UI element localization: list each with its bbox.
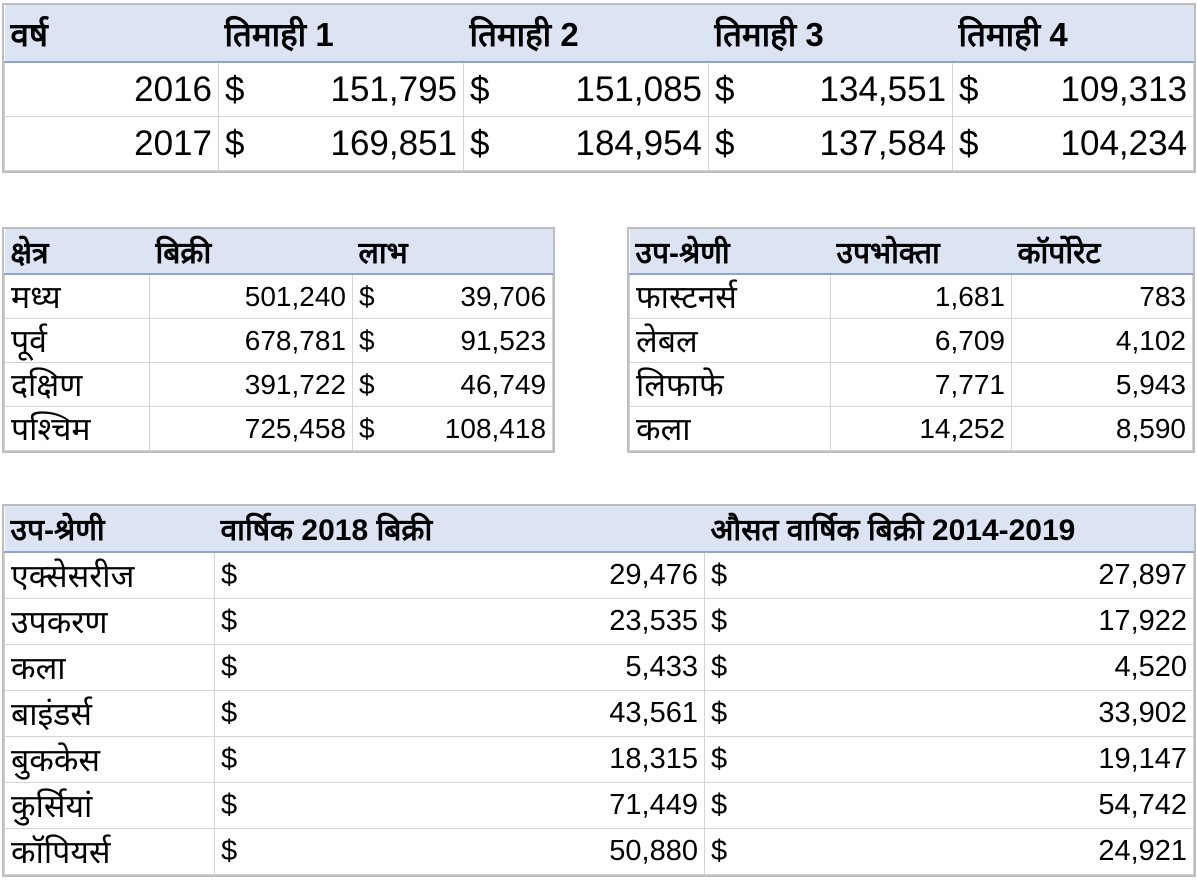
corporate-cell: 8,590 [1012, 407, 1193, 451]
currency-symbol: $ [953, 117, 1001, 171]
consumer-cell: 14,252 [831, 407, 1012, 451]
header-sales-2018: वार्षिक 2018 बिक्री [215, 506, 705, 552]
q3-value: 134,551 [757, 62, 953, 117]
header-row [630, 229, 1193, 274]
header-row [5, 229, 553, 274]
corporate-cell: 4,102 [1012, 319, 1193, 363]
header-q3: तिमाही 3 [709, 5, 953, 62]
profit-cell: 108,418 [405, 407, 553, 451]
header-q2: तिमाही 2 [464, 5, 709, 62]
currency-symbol: $ [215, 552, 263, 599]
year-cell: 2016 [5, 62, 219, 117]
corporate-cell: 783 [1012, 274, 1193, 319]
consumer-cell: 6,709 [831, 319, 1012, 363]
quarterly-sales-table [4, 5, 1194, 171]
currency-symbol: $ [705, 783, 753, 829]
avg-sales-cell: 33,902 [753, 691, 1194, 737]
currency-symbol: $ [705, 599, 753, 645]
corporate-cell: 5,943 [1012, 363, 1193, 407]
table-row [630, 274, 1193, 319]
subcategory-cell: लिफाफे [630, 363, 831, 407]
header-profit: लाभ [353, 229, 553, 274]
table-row [5, 783, 1194, 829]
subcategory-cell: उपकरण [5, 599, 215, 645]
header-year: वर्ष [5, 5, 219, 62]
table-row [5, 552, 1194, 599]
consumer-cell: 1,681 [831, 274, 1012, 319]
table-row [5, 691, 1194, 737]
table-row [5, 645, 1194, 691]
subcategory-cell: कला [630, 407, 831, 451]
currency-symbol: $ [219, 117, 267, 171]
table-row [5, 737, 1194, 783]
table-row [5, 829, 1194, 875]
currency-symbol: $ [705, 691, 753, 737]
sales-cell: 678,781 [150, 319, 353, 363]
table-row [5, 407, 553, 451]
sales-cell: 391,722 [150, 363, 353, 407]
currency-symbol: $ [464, 117, 512, 171]
header-row [5, 5, 1194, 62]
currency-symbol: $ [353, 319, 405, 363]
currency-symbol: $ [953, 62, 1001, 117]
currency-symbol: $ [353, 274, 405, 319]
subcategory-cell: फास्टनर्स [630, 274, 831, 319]
q4-value: 109,313 [1001, 62, 1194, 117]
subcategory-cell: लेबल [630, 319, 831, 363]
subcategory-segment-table [629, 229, 1193, 451]
sales-2018-cell: 23,535 [263, 599, 705, 645]
currency-symbol: $ [215, 829, 263, 875]
table-row [5, 363, 553, 407]
subcategory-cell: एक्सेसरीज [5, 552, 215, 599]
table-row [5, 599, 1194, 645]
subcategory-cell: कॉपियर्स [5, 829, 215, 875]
sales-2018-cell: 71,449 [263, 783, 705, 829]
table-row [5, 274, 553, 319]
subcategory-cell: बुककेस [5, 737, 215, 783]
currency-symbol: $ [353, 407, 405, 451]
sales-2018-cell: 50,880 [263, 829, 705, 875]
sales-2018-cell: 18,315 [263, 737, 705, 783]
header-avg-sales: औसत वार्षिक बिक्री 2014-2019 [705, 506, 1194, 552]
q2-value: 151,085 [512, 62, 709, 117]
sales-cell: 501,240 [150, 274, 353, 319]
header-sales: बिक्री [150, 229, 353, 274]
header-q1: तिमाही 1 [219, 5, 464, 62]
currency-symbol: $ [705, 737, 753, 783]
q1-value: 151,795 [267, 62, 464, 117]
currency-symbol: $ [215, 783, 263, 829]
year-cell: 2017 [5, 117, 219, 171]
table-row [5, 62, 1194, 117]
currency-symbol: $ [219, 62, 267, 117]
profit-cell: 91,523 [405, 319, 553, 363]
table-row [5, 319, 553, 363]
avg-sales-cell: 54,742 [753, 783, 1194, 829]
sales-2018-cell: 29,476 [263, 552, 705, 599]
annual-sales-table [4, 506, 1194, 875]
header-row [5, 506, 1194, 552]
currency-symbol: $ [464, 62, 512, 117]
header-corporate: कॉर्पोरेट [1012, 229, 1193, 274]
subcategory-cell: कुर्सियां [5, 783, 215, 829]
sales-2018-cell: 5,433 [263, 645, 705, 691]
header-subcategory: उप-श्रेणी [630, 229, 831, 274]
q1-value: 169,851 [267, 117, 464, 171]
currency-symbol: $ [215, 599, 263, 645]
avg-sales-cell: 19,147 [753, 737, 1194, 783]
profit-cell: 46,749 [405, 363, 553, 407]
table-row [5, 117, 1194, 171]
currency-symbol: $ [215, 645, 263, 691]
header-region: क्षेत्र [5, 229, 150, 274]
avg-sales-cell: 4,520 [753, 645, 1194, 691]
currency-symbol: $ [215, 737, 263, 783]
subcategory-cell: बाइंडर्स [5, 691, 215, 737]
region-sales-table [4, 229, 553, 451]
q3-value: 137,584 [757, 117, 953, 171]
region-cell: पश्चिम [5, 407, 150, 451]
avg-sales-cell: 17,922 [753, 599, 1194, 645]
avg-sales-cell: 27,897 [753, 552, 1194, 599]
currency-symbol: $ [353, 363, 405, 407]
table-row [630, 407, 1193, 451]
header-consumer: उपभोक्ता [831, 229, 1012, 274]
subcategory-cell: कला [5, 645, 215, 691]
currency-symbol: $ [705, 829, 753, 875]
consumer-cell: 7,771 [831, 363, 1012, 407]
currency-symbol: $ [705, 552, 753, 599]
header-q4: तिमाही 4 [953, 5, 1194, 62]
profit-cell: 39,706 [405, 274, 553, 319]
region-cell: पूर्व [5, 319, 150, 363]
sales-2018-cell: 43,561 [263, 691, 705, 737]
header-subcategory: उप-श्रेणी [5, 506, 215, 552]
region-cell: मध्य [5, 274, 150, 319]
avg-sales-cell: 24,921 [753, 829, 1194, 875]
q4-value: 104,234 [1001, 117, 1194, 171]
currency-symbol: $ [215, 691, 263, 737]
currency-symbol: $ [709, 62, 757, 117]
sales-cell: 725,458 [150, 407, 353, 451]
table-row [630, 319, 1193, 363]
region-cell: दक्षिण [5, 363, 150, 407]
table-row [630, 363, 1193, 407]
currency-symbol: $ [709, 117, 757, 171]
q2-value: 184,954 [512, 117, 709, 171]
currency-symbol: $ [705, 645, 753, 691]
